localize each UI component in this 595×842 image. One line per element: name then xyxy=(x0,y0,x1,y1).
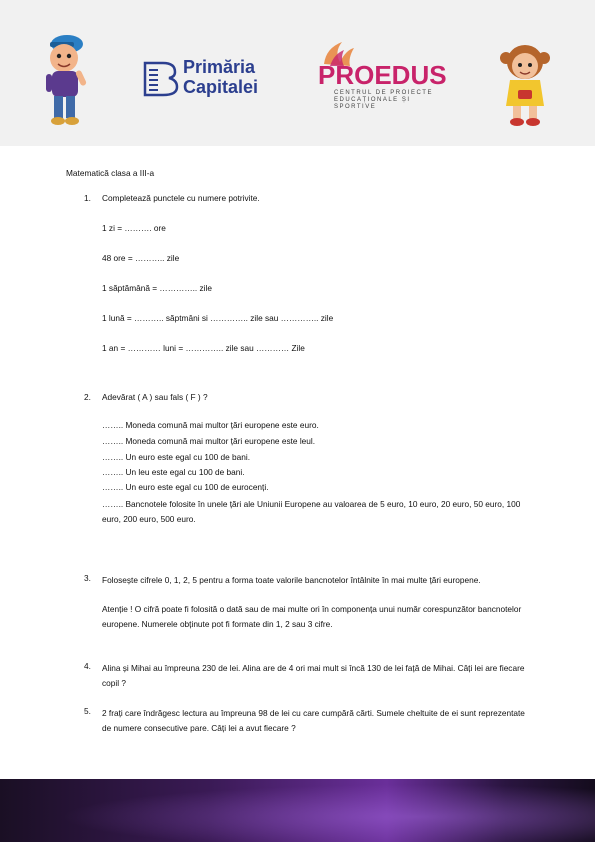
exercise-4-text: Alina și Mihai au împreuna 230 de lei. Alina are de 4 ori mai mult si încă 130 de lei față de Mihai. Câți lei are fiecare copil ? xyxy=(102,663,525,688)
primaria-capitalei-logo xyxy=(143,55,283,101)
proedus-logo-word: PROEDUS xyxy=(318,60,447,90)
exercise-1-line: 48 ore = ……….. zile xyxy=(102,253,180,263)
primaria-emblem-icon xyxy=(143,57,179,99)
exercise-1-line: 1 zi = ………. ore xyxy=(102,223,166,233)
exercise-3-note: Atenție ! O cifră poate fi folosită o dată sau de mai multe ori în componența unui număr corespunzător bancnotelor europene. Numerele obținute pot fi formate din 1, 2 sau 3 cifre. xyxy=(102,604,522,629)
proedus-logo xyxy=(316,38,446,108)
exercise-1-prompt: Completează punctele cu numere potrivite. xyxy=(102,193,260,203)
exercise-1-line: 1 an = ………… luni = ………….. zile sau ………… Zile xyxy=(102,343,305,353)
exercise-number: 3. xyxy=(84,573,91,583)
boy-character-illustration xyxy=(38,28,96,130)
exercise-2-statement: …….. Moneda comună mai multor țări europene este euro. xyxy=(102,420,319,430)
exercise-2-statement: …….. Bancnotele folosite în unele țări ale Uniunii Europene au valoarea de 5 euro, 10 euro, 20 euro, 50 euro, 100 euro, 200 euro, 500 euro. xyxy=(102,499,521,524)
primaria-logo-line1: Primăria xyxy=(183,57,256,77)
exercise-2-prompt: Adevărat ( A ) sau fals ( F ) ? xyxy=(102,392,208,402)
exercise-2-statement: …….. Un leu este egal cu 100 de bani. xyxy=(102,467,245,477)
worksheet-title: Matematică clasa a III-a xyxy=(66,168,155,178)
page-footer-band xyxy=(0,779,595,842)
proedus-logo-sub1: CENTRUL DE PROIECTE xyxy=(334,90,433,96)
exercise-3-text: Folosește cifrele 0, 1, 2, 5 pentru a forma toate valorile bancnotelor întâlnite în mai multe țări europene. xyxy=(102,575,481,585)
primaria-logo-line2: Capitalei xyxy=(183,77,259,97)
exercise-5-text: 2 frați care îndrăgesc lectura au împreuna 98 de lei cu care cumpără cărti. Sumele cheltuite de ei sunt reprezentate de numere consecutive pare. Câți lei a avut fiecare ? xyxy=(102,708,525,733)
exercise-2-statement: …….. Moneda comună mai multor țări europene este leul. xyxy=(102,436,316,446)
exercise-number: 2. xyxy=(84,392,91,402)
exercise-2-statement: …….. Un euro este egal cu 100 de eurocenți. xyxy=(102,482,269,492)
exercise-number: 4. xyxy=(84,661,91,671)
exercise-1-line: 1 lună = ……….. săptmâni si ………….. zile sau ………….. zile xyxy=(102,313,334,323)
exercise-number: 1. xyxy=(84,193,91,203)
girl-character-illustration xyxy=(496,40,554,128)
exercise-2-statement: …….. Un euro este egal cu 100 de bani. xyxy=(102,452,251,462)
exercise-1-line: 1 săptămână = ………….. zile xyxy=(102,283,212,293)
page-header xyxy=(0,0,595,146)
exercise-number: 5. xyxy=(84,706,91,716)
proedus-logo-sub2: EDUCAȚIONALE ȘI SPORTIVE xyxy=(334,97,411,110)
